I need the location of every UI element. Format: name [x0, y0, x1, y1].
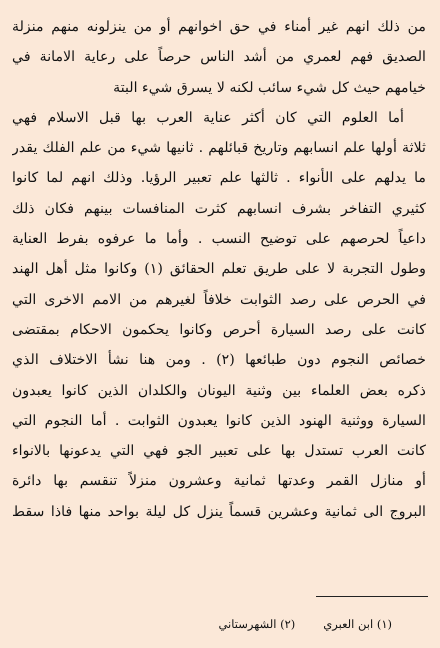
text-line: كانت على رصد السيارة أحرص وكانوا يحكمون الاحكام بمقتضى [12, 321, 426, 338]
text-line: السيارة ووثنية الهنود الذين كانوا يعبدون الثوابت . أما النجوم التي [12, 412, 426, 429]
text-line: كانت العرب تستدل بها على تعبير الجو فهي التي يدعونها بالانواء [12, 443, 426, 460]
footnotes [218, 616, 392, 632]
text-line: داعياً لحرصهم على توضيح النسب . وأما ما عرفوه بفرط العناية [12, 231, 426, 248]
text-line: كثيري التفاخر بشرف انسابهم كثرت المنافسات بينهم فكان ذلك [12, 200, 426, 217]
text-line: في الحرص على رصد الثوابت خلافاً لغيرهم من الامم الاخرى التي [12, 291, 426, 308]
text-line: وطول التجربة لا على طريق تعلم الحقائق (١) وكانوا مثل أهل الهند [12, 261, 426, 278]
text-line: ما يدلهم على الأنواء . ثالثها علم تعبير الرؤيا. وذلك انهم لما كانوا [12, 170, 426, 187]
text-line: البروج الى ثمانية وعشرين قسماً ينزل كل ليلة بواحد منها فاذا سقط [12, 503, 426, 520]
footnote-2: (٢) الشهرستاني [218, 617, 296, 631]
footnote-divider [316, 596, 428, 597]
paragraph-start-line: أما العلوم التي كان أكثر عناية العرب بها قبل الاسلام فهي [12, 109, 404, 126]
footnote-1: (١) ابن العبري [323, 617, 392, 631]
body-text [12, 12, 426, 527]
text-line: ثلاثة أولها علم انسابهم وتاريخ قبائلهم . ثانيها شيء من علم الفلك يقدر [12, 140, 426, 157]
text-line: أو منازل القمر وعدتها ثمانية وعشرون منزلاً تنقسم بها دائرة [12, 473, 426, 490]
text-line: من ذلك انهم غير أمناء في حق اخوانهم أو من ينزلونه منهم منزلة [12, 19, 426, 35]
text-line: خصائص النجوم دون طبائعها (٢) . ومن هنا نشأ الاختلاف الذي [12, 352, 426, 369]
text-line: الصديق فهم لعمري من أشد الناس حرصاً على رعاية الامانة في [12, 49, 426, 66]
text-line: خيامهم حيث كل شيء سائب لكنه لا يسرق شيء البتة [113, 79, 426, 96]
text-line: ذكره بعض العلماء بين وثنية اليونان والكلدان الذين كانوا يعبدون [12, 382, 426, 399]
